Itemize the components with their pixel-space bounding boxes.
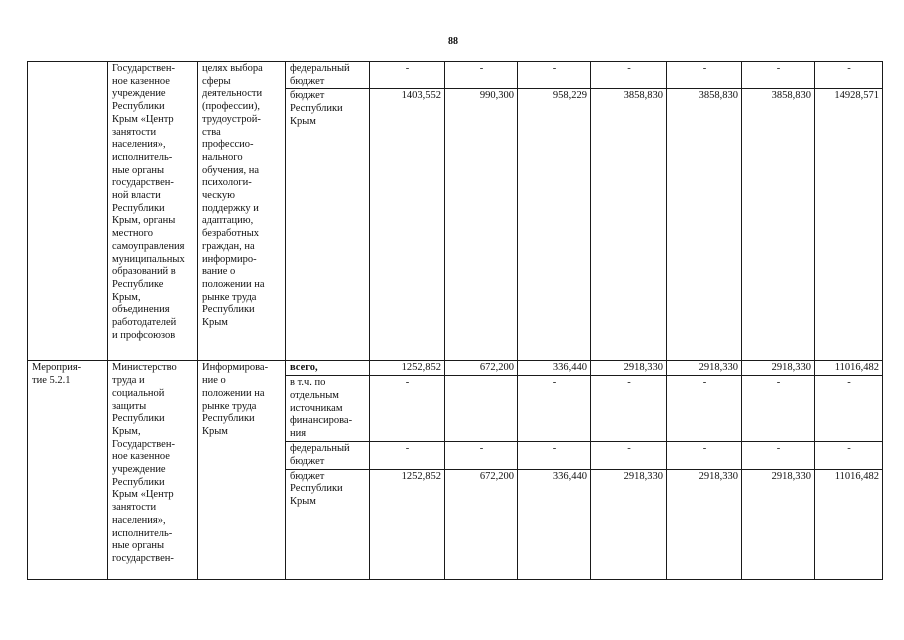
value-cell: - [742, 62, 815, 89]
value-cell: - [742, 376, 815, 442]
value-cell: - [518, 442, 591, 469]
value-cell: 14928,571 [815, 89, 883, 361]
value-cell: - [370, 376, 445, 442]
value-cell: 2918,330 [667, 469, 742, 579]
funding-source-cell: бюджет Республики Крым [286, 89, 370, 361]
executors-cell: Государствен- ное казенное учреждение Республики Крым «Центр занятости населения», исполнитель- ные органы государствен- ной власти Республики Крым, органы местного самоуправления муниципальных образований в Республике Крым, объединения работодателей и профсоюзов [108, 62, 198, 361]
table-row [28, 62, 883, 89]
funding-source-cell: в т.ч. по отдельным источникам финансирова- ния [286, 376, 370, 442]
value-cell: 958,229 [518, 89, 591, 361]
value-cell: - [591, 62, 667, 89]
page-number: 88 [448, 36, 458, 47]
value-cell: - [667, 376, 742, 442]
value-cell: 672,200 [445, 361, 518, 376]
value-cell: - [667, 442, 742, 469]
value-cell: - [370, 62, 445, 89]
measure-label-cell: Мероприя- тие 5.2.1 [28, 361, 108, 579]
value-cell: 2918,330 [667, 361, 742, 376]
value-cell [445, 376, 518, 442]
value-cell: 336,440 [518, 469, 591, 579]
purpose-cell: целях выбора сферы деятельности (профессии), трудоустрой- ства профессио- нального обучения, на психологи- ческую поддержку и адаптацию, безработных граждан, на информиро- вание о положении на рынке труда Республики Крым [198, 62, 286, 361]
value-cell: 2918,330 [742, 469, 815, 579]
value-cell: - [518, 62, 591, 89]
value-cell: - [445, 442, 518, 469]
value-cell: 2918,330 [742, 361, 815, 376]
value-cell: 11016,482 [815, 469, 883, 579]
value-cell: 672,200 [445, 469, 518, 579]
value-cell: - [518, 376, 591, 442]
funding-source-cell: федеральный бюджет [286, 442, 370, 469]
measure-label-cell [28, 62, 108, 361]
purpose-cell: Информирова- ние о положении на рынке труда Республики Крым [198, 361, 286, 579]
value-cell: - [445, 62, 518, 89]
value-cell: - [370, 442, 445, 469]
value-cell: 3858,830 [742, 89, 815, 361]
value-cell: - [591, 442, 667, 469]
value-cell: 3858,830 [591, 89, 667, 361]
funding-source-cell: бюджет Республики Крым [286, 469, 370, 579]
value-cell: 990,300 [445, 89, 518, 361]
value-cell: 2918,330 [591, 469, 667, 579]
value-cell: - [742, 442, 815, 469]
funding-source-cell: всего, [286, 361, 370, 376]
value-cell: 3858,830 [667, 89, 742, 361]
budget-table [27, 61, 883, 580]
value-cell: 2918,330 [591, 361, 667, 376]
value-cell: 1252,852 [370, 361, 445, 376]
value-cell: - [815, 62, 883, 89]
value-cell: 1252,852 [370, 469, 445, 579]
value-cell: - [591, 376, 667, 442]
value-cell: 11016,482 [815, 361, 883, 376]
value-cell: - [815, 442, 883, 469]
funding-source-cell: федеральный бюджет [286, 62, 370, 89]
value-cell: 1403,552 [370, 89, 445, 361]
value-cell: 336,440 [518, 361, 591, 376]
executors-cell: Министерство труда и социальной защиты Республики Крым, Государствен- ное казенное учреждение Республики Крым «Центр занятости населения», исполнитель- ные органы государствен- [108, 361, 198, 579]
value-cell: - [815, 376, 883, 442]
table-row [28, 361, 883, 376]
value-cell: - [667, 62, 742, 89]
